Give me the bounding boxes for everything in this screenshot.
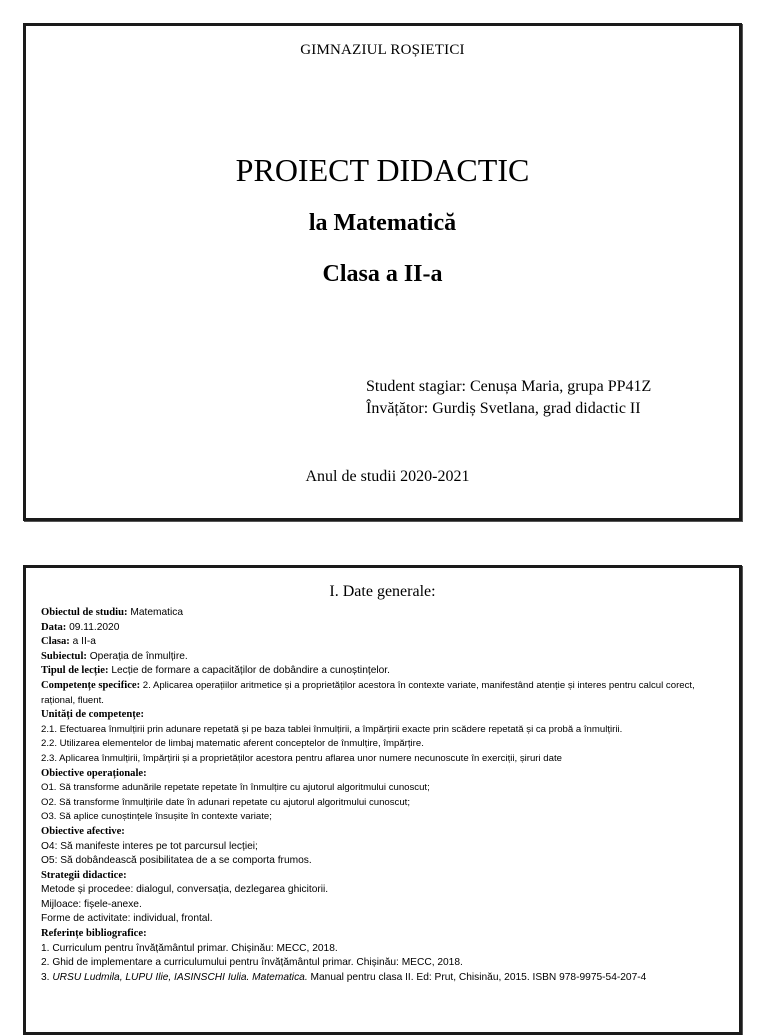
school-name: GIMNAZIUL ROȘIETICI xyxy=(300,42,465,58)
cover-page xyxy=(23,23,742,521)
objective-item: O2. Să transforme înmulțirile date în adunari repetate cu ajutorul algoritmului cunoscut; xyxy=(41,796,411,808)
field-class: Clasa: a II-a xyxy=(41,636,96,648)
strategy-item: Forme de activitate: individual, frontal. xyxy=(41,913,213,925)
reference-item: 1. Curriculum pentru învățământul primar. Chișinău: MECC, 2018. xyxy=(41,942,338,954)
units-label: Unități de competențe: xyxy=(41,709,144,721)
strategy-item: Mijloace: fișele-anexe. xyxy=(41,898,142,910)
field-subject-of-study: Obiectul de studiu: Matematica xyxy=(41,607,184,618)
affective-objectives-label: Obiective afective: xyxy=(41,825,125,837)
subject-line: la Matematică xyxy=(308,210,457,236)
field-date: Data: 09.11.2020 xyxy=(41,621,120,633)
student-line: Student stagiar: Cenușa Maria, grupa PP41Z xyxy=(366,378,652,395)
general-data-page xyxy=(23,565,742,1035)
references-label: Referințe bibliografice: xyxy=(41,928,147,940)
general-data-body xyxy=(41,606,717,985)
teacher-line: Învățător: Gurdiș Svetlana, grad didactic II xyxy=(366,400,641,417)
authors-block xyxy=(366,376,651,420)
strategies-label: Strategii didactice: xyxy=(41,869,127,881)
objective-item: O3. Să aplice cunoștințele însușite în contexte variate; xyxy=(41,811,272,823)
section-heading: I. Date generale: xyxy=(329,583,436,600)
objective-item: O4: Să manifeste interes pe tot parcursul lecției; xyxy=(41,840,258,852)
school-year: Anul de studii 2020-2021 xyxy=(305,468,470,485)
unit-item: 2.3. Aplicarea înmulțirii, împărțirii și a proprietăților acestora pentru aflarea unor numere necunoscute în exerciții, șiruri date xyxy=(41,752,562,764)
field-specific-competences: Competențe specifice: 2. Aplicarea operațiilor aritmetice și a proprietăților acestora în contexte variate, manifestând atenție și interes pentru calcul corect, rațional, fluent. xyxy=(41,679,695,706)
grade-line: Clasa a II-a xyxy=(322,261,443,287)
objective-item: O1. Să transforme adunările repetate repetate în înmulțire cu ajutorul algoritmului cunoscut; xyxy=(41,782,430,794)
reference-item: 2. Ghid de implementare a curriculumului pentru învățământul primar. Chișinău: MECC, 2018. xyxy=(41,957,463,969)
objective-item: O5: Să dobândească posibilitatea de a se comporta frumos. xyxy=(41,855,312,867)
unit-item: 2.1. Efectuarea înmulțirii prin adunare repetată și pe baza tablei înmulțirii, a împărțirii exacte prin scădere repetată și ca probă a înmulțirii. xyxy=(41,723,623,735)
field-topic: Subiectul: Operația de înmulțire. xyxy=(41,650,188,662)
reference-item: 3. URSU Ludmila, LUPU Ilie, IASINSCHI Iulia. Matematica. Manual pentru clasa II. Ed: Prut, Chisinău, 2015. ISBN 978-9975-54-207-4 xyxy=(41,971,647,983)
document-title: PROIECT DIDACTIC xyxy=(235,152,530,188)
strategy-item: Metode și procedee: dialogul, conversația, dezlegarea ghicitorii. xyxy=(41,884,329,896)
operational-objectives-label: Obiective operaționale: xyxy=(41,767,147,779)
field-lesson-type: Tipul de lecție: Lecție de formare a capacităților de dobândire a cunoștințelor. xyxy=(41,665,390,677)
unit-item: 2.2. Utilizarea elementelor de limbaj matematic aferent conceptelor de înmulțire, împărțire. xyxy=(41,738,424,750)
